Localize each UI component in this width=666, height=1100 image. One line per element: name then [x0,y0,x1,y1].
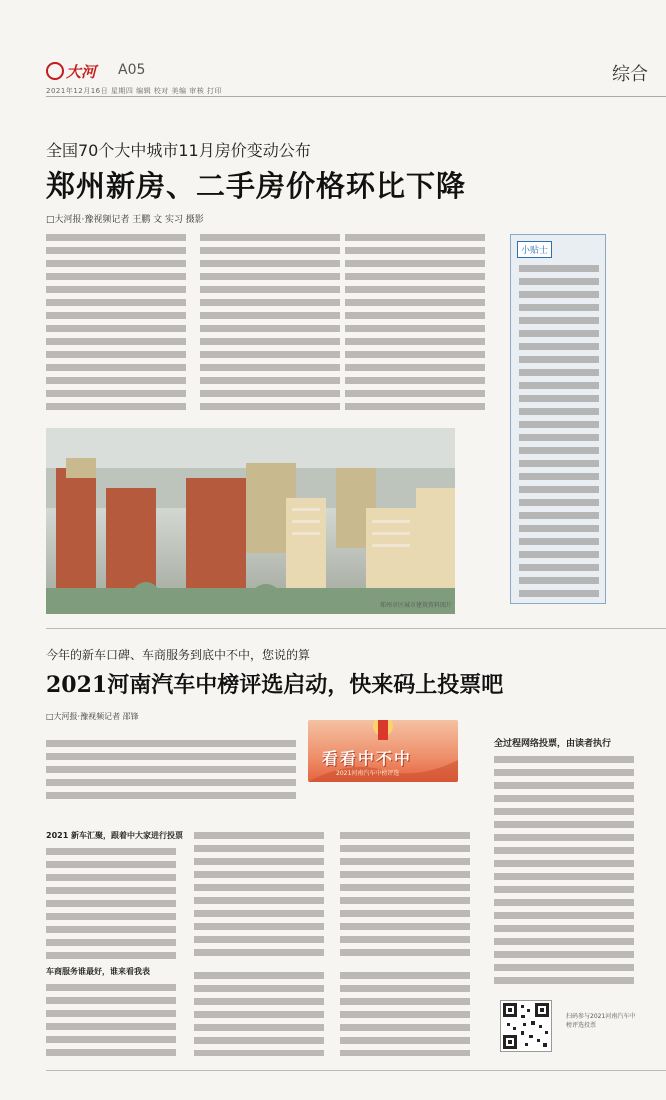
article2-column-1 [46,848,176,960]
qr-code-icon[interactable] [500,1000,552,1052]
promo-banner [308,720,458,782]
article2-column-6 [340,972,470,1056]
date-line: 2021年12月16日 星期四 编辑 校对 美编 审核 打印 [46,87,222,95]
article2-subhead-2: 车商服务谁最好，谁来看我表 [46,967,150,976]
qr-pattern [501,1001,551,1051]
sidebar-title: 小贴士 [517,241,552,258]
logo-circle-icon [46,62,64,80]
article1-byline: □大河报·豫视频记者 王鹏 文 实习 摄影 [46,215,204,225]
article1-column-1 [46,234,186,410]
article2-column-2 [194,832,324,960]
city-skyline-photo [46,428,455,614]
qr-caption: 扫码参与2021河南汽车中榜评选投票 [566,1013,636,1029]
article2-byline: □大河报·豫视频记者 邵锋 [46,712,139,721]
photo-caption: 郑州市区城市建筑资料图片 [380,602,453,609]
article2-side-title: 全过程网络投票，由读者执行 [494,739,612,749]
masthead [0,0,666,96]
newspaper-logo [46,60,116,82]
article2-kicker: 今年的新车口碑、车商服务到底中不中，您说的算 [46,648,311,662]
article1-column-2 [200,234,340,410]
top-divider [46,96,666,97]
article2-column-3 [340,832,470,960]
article2-column-5 [194,972,324,1056]
page-number: A05 [118,62,146,78]
article2-subhead-1: 2021 新车汇聚，跟着中大家进行投票 [46,831,184,840]
article1-column-3 [345,234,485,410]
article2-column-4 [46,984,176,1056]
sidebar-text [519,265,599,599]
banner-title: 看看中不中 [322,749,413,768]
article1-headline: 郑州新房、二手房价格环比下降 [46,169,467,203]
article2-headline: 2021河南汽车中榜评选启动，快来码上投票吧 [46,672,504,698]
article2-side-text [494,756,634,988]
bottom-divider [46,1070,666,1071]
article1-kicker: 全国70个大中城市11月房价变动公布 [46,141,311,160]
logo-text: 大河 [66,62,97,81]
article2-lead [46,740,296,802]
section-name: 综合 [612,64,648,85]
mid-divider [46,628,666,629]
tips-sidebar [510,234,606,604]
banner-subtitle: 2021河南汽车中榜评选 [336,770,400,777]
city-buildings-illustration [46,428,455,614]
